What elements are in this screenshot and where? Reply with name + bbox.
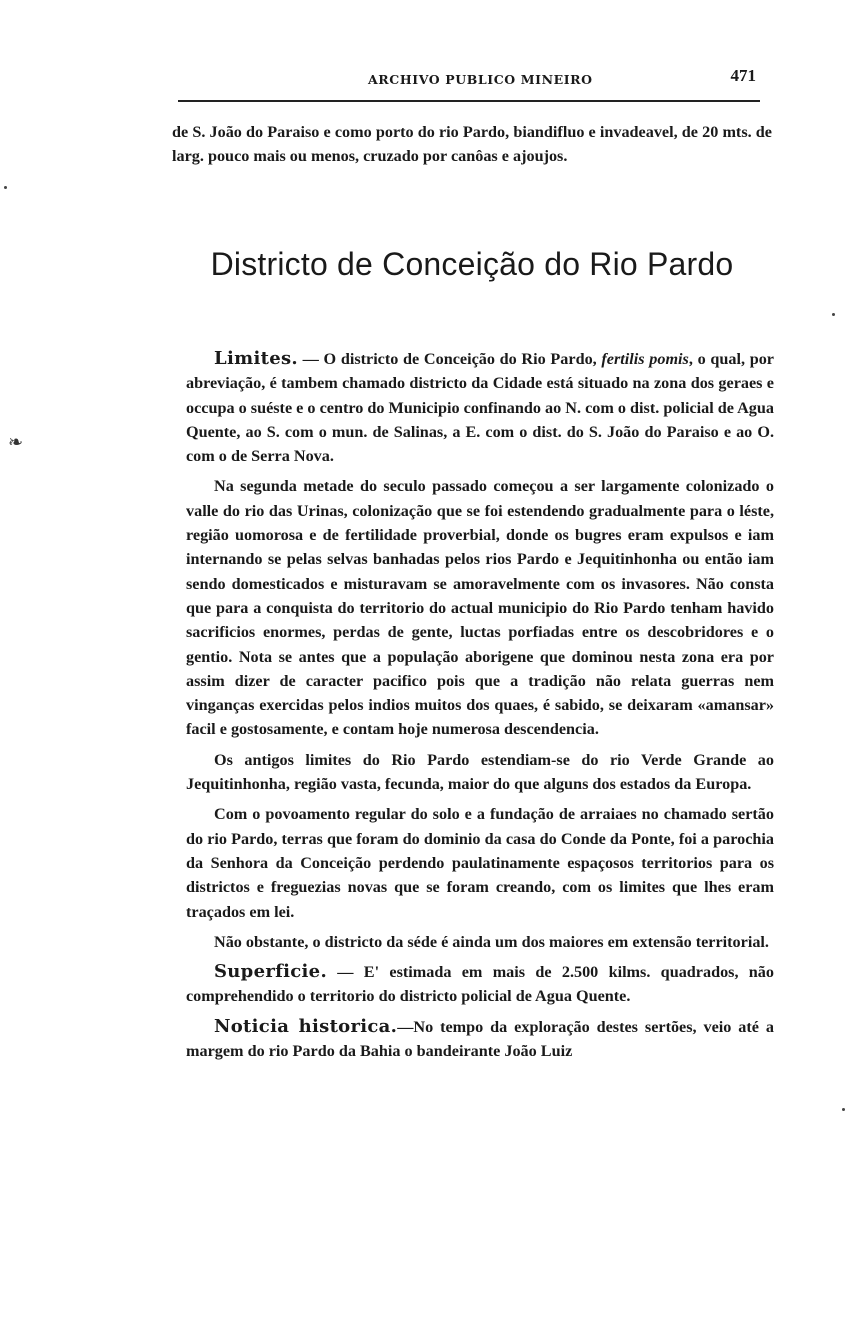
running-title: ARCHIVO PUBLICO MINEIRO — [368, 72, 593, 87]
paragraph-old-limits: Os antigos limites do Rio Pardo estendiam-se do rio Verde Grande ao Jequitinhonha, região vasta, fecunda, maior do que alguns dos estados da Europa. — [186, 750, 774, 794]
lead-separator: — — [297, 350, 324, 368]
margin-mark-icon: ❧ — [8, 432, 24, 453]
lead-limites: Limites. — [214, 348, 298, 369]
district-title: Districto de Conceição do Rio Pardo — [210, 246, 734, 282]
paragraph-superficie — [186, 960, 774, 1009]
ink-speck — [832, 313, 835, 316]
ink-speck — [4, 186, 7, 189]
intro-text: de S. João do Paraiso e como porto do rio Pardo, biandifluo e invadeavel, de 20 mts. de larg. pouco mais ou menos, cruzado por canôas e ajoujos. — [172, 123, 772, 166]
paragraph-historica — [186, 1015, 774, 1064]
running-head — [178, 60, 760, 102]
lead-separator: — — [397, 1017, 414, 1036]
paragraph-settlement: Com o povoamento regular do solo e a fundação de arraiaes no chamado sertão do rio Pardo, terras que foram do dominio da casa do Conde da Ponte, foi a parochia da Senhora da Conceição perdendo paulatinamente espaçosos territorios para os districtos e freguezias novas que se foram creando, com os limites que lhes eram traçados em lei. — [186, 805, 774, 921]
paragraph-text: O districto de Conceição do Rio Pardo, — [323, 350, 602, 368]
lead-historica: Noticia historica. — [214, 1015, 398, 1037]
paragraph-extent: Não obstante, o districto da séde é ainda um dos maiores em extensão territorial. — [214, 932, 769, 951]
page-number: 471 — [730, 66, 756, 85]
paragraph-text: No tempo da exploração destes sertões, veio até a margem do rio Pardo da Bahia o bandeirante João Luiz — [186, 1017, 774, 1061]
paragraph-limites — [186, 347, 774, 468]
body-text — [186, 347, 774, 1069]
paragraph-colonization: Na segunda metade do seculo passado começou a ser largamente colonizado o valle do rio das Urinas, colonização que se foi estendendo gradualmente para o léste, região uomorosa e de fertilidade proverbial, donde os bugres eram expulsos e iam internando se pelas selvas banhadas pelos rios Pardo e Jequitinhonha ou então iam sendo domesticados e misturavam se amoravelmente com os invasores. Não consta que para a conquista do territorio do actual municipio do Rio Pardo tenham havido sacrificios enormes, perdas de gente, luctas porfiadas entre os descobridores e o gentio. Nota se antes que a população aborigene que dominou nesta zona era por assim dizer de caracter pacifico pois que a tradição não relata guerras nem vinganças exercidas pelos indios muitos dos quaes, é sabido, se deixaram «amansar» facil e gostosamente, e contam hoje numerosa descendencia. — [186, 477, 774, 739]
lead-separator: — — [327, 963, 364, 982]
paragraph-text: E' estimada em mais de 2.500 kilms. quadrados, não comprehendido o territorio do districto policial de Agua Quente. — [186, 963, 774, 1006]
italic-phrase: fertilis pomis — [601, 350, 689, 368]
paragraph-text: , o qual, por abreviação, é tambem chamado districto da Cidade está situado na zona dos geraes e occupa o suéste e o centro do Municipio confinando ao N. com o dist. policial de Agua Quente, ao S. com o mun. de Salinas, a E. com o dist. do S. João do Paraiso e ao O. com o de Serra Nova. — [186, 350, 774, 466]
ink-speck — [842, 1108, 845, 1111]
lead-superficie: Superficie. — [214, 961, 328, 983]
intro-paragraph — [172, 120, 772, 169]
